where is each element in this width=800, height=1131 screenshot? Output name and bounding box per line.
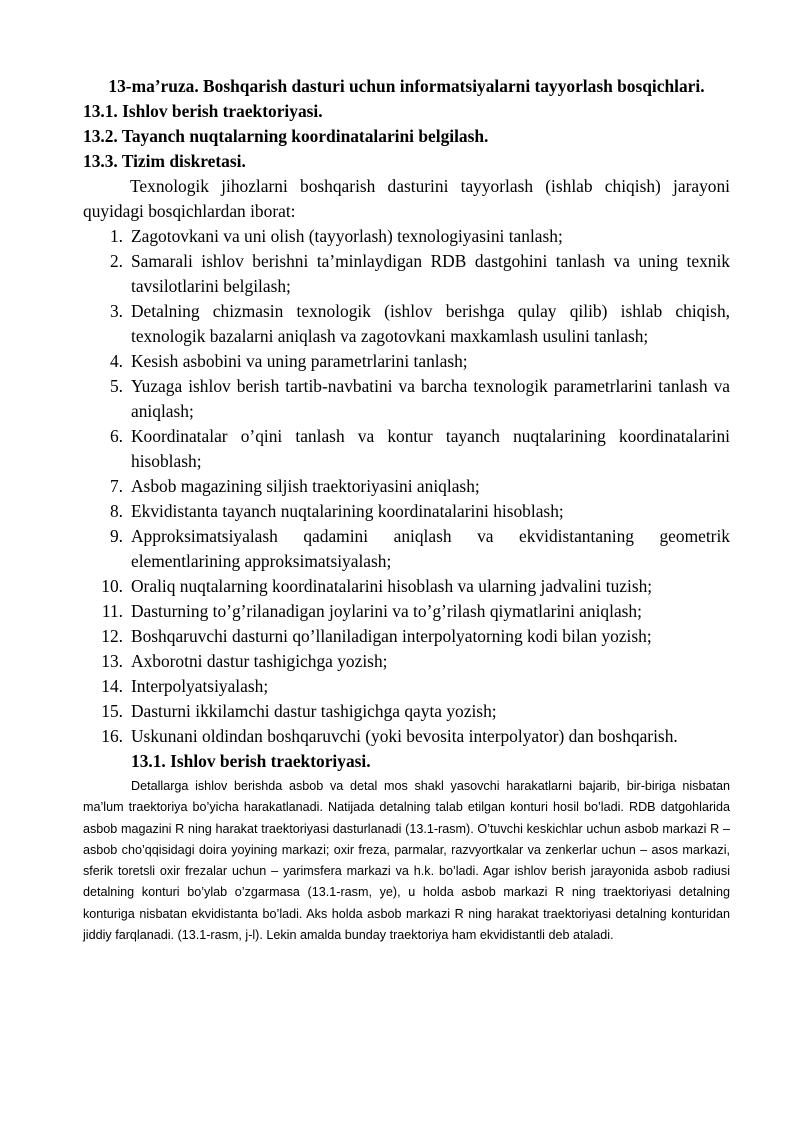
list-item [83, 624, 730, 649]
list-text: Detalning chizmasin texnologik (ishlov berishga qulay qilib) ishlab chiqish, texnologik bazalarni aniqlash va zagotovkani maxkamlash usulini tanlash; [131, 301, 730, 346]
list-text: Approksimatsiyalash qadamini aniqlash va ekvidistantaning geometrik elementlarining approksimatsiyalash; [131, 526, 730, 571]
list-text: Interpolyatsiyalash; [131, 676, 269, 696]
list-item [83, 224, 730, 249]
lecture-title: 13-ma’ruza. Boshqarish dasturi uchun informatsiyalarni tayyorlash bosqichlari. [108, 76, 705, 96]
list-number: 16. [101, 726, 123, 746]
list-text: Dasturni ikkilamchi dastur tashigichga qayta yozish; [131, 701, 497, 721]
list-item [83, 374, 730, 424]
list-number: 13. [101, 651, 123, 671]
list-text: Axborotni dastur tashigichga yozish; [131, 651, 388, 671]
list-item [83, 574, 730, 599]
list-text: Ekvidistanta tayanch nuqtalarining koordinatalarini hisoblash; [131, 501, 564, 521]
list-item [83, 699, 730, 724]
list-item [83, 424, 730, 474]
list-item [83, 474, 730, 499]
list-text: Zagotovkani va uni olish (tayyorlash) texnologiyasini tanlash; [131, 226, 563, 246]
list-text: Samarali ishlov berishni ta’minlaydigan RDB dastgohini tanlash va uning texnik tavsilotlarini belgilash; [131, 251, 730, 296]
list-item [83, 724, 730, 749]
list-number: 11. [101, 601, 123, 621]
section-heading: 13.1. Ishlov berish traektoriyasi. [131, 751, 371, 771]
list-number: 15. [101, 701, 123, 721]
list-number: 1. [109, 226, 123, 246]
list-item [83, 349, 730, 374]
list-item [83, 524, 730, 574]
steps-list [83, 224, 730, 749]
list-item [83, 599, 730, 624]
list-number: 7. [109, 476, 123, 496]
list-number: 2. [109, 251, 123, 271]
list-item [83, 649, 730, 674]
list-text: Uskunani oldindan boshqaruvchi (yoki bevosita interpolyator) dan boshqarish. [131, 726, 678, 746]
list-text: Dasturning to’g’rilanadigan joylarini va to’g’rilash qiymatlarini aniqlash; [131, 601, 642, 621]
list-text: Kesish asbobini va uning parametrlarini tanlash; [131, 351, 468, 371]
list-number: 5. [109, 376, 123, 396]
list-item [83, 674, 730, 699]
list-number: 6. [109, 426, 123, 446]
heading-13-3: 13.3. Tizim diskretasi. [83, 151, 246, 171]
list-number: 12. [101, 626, 123, 646]
list-number: 9. [109, 526, 123, 546]
list-text: Boshqaruvchi dasturni qo’llaniladigan interpolyatorning kodi bilan yozish; [131, 626, 652, 646]
list-text: Asbob magazining siljish traektoriyasini aniqlash; [131, 476, 480, 496]
list-item [83, 249, 730, 299]
list-number: 10. [101, 576, 123, 596]
intro-paragraph: Texnologik jihozlarni boshqarish dasturini tayyorlash (ishlab chiqish) jarayoni quyidagi bosqichlardan iborat: [83, 176, 730, 221]
list-number: 14. [101, 676, 123, 696]
heading-13-1: 13.1. Ishlov berish traektoriyasi. [83, 101, 323, 121]
list-text: Koordinatalar o’qini tanlash va kontur tayanch nuqtalarining koordinatalarini hisoblash; [131, 426, 730, 471]
list-item [83, 299, 730, 349]
list-number: 3. [109, 301, 123, 321]
heading-13-2: 13.2. Tayanch nuqtalarning koordinatalarini belgilash. [83, 126, 489, 146]
list-item [83, 499, 730, 524]
list-number: 8. [109, 501, 123, 521]
list-text: Yuzaga ishlov berish tartib-navbatini va barcha texnologik parametrlarini tanlash va aniqlash; [131, 376, 730, 421]
list-text: Oraliq nuqtalarning koordinatalarini hisoblash va ularning jadvalini tuzish; [131, 576, 653, 596]
list-number: 4. [109, 351, 123, 371]
section-body: Detallarga ishlov berishda asbob va detal mos shakl yasovchi harakatlarni bajarib, bir-biriga nisbatan ma’lum traektoriya bo’yicha harakatlanadi. Natijada detalning talab etilgan konturi hosil bo’ladi. RDB datgohlarida asbob magazini R ning harakat traektoriyasi dasturlanadi (13.1-rasm). O’tuvchi keskichlar uchun asbob markazi R – asbob cho’qqisidagi doira yoyining markazi; oxir freza, parmalar, razvyortkalar va zenkerlar uchun – asos markazi, sferik toretsli oxir frezalar uchun – yarimsfera markazi va h.k. bo’ladi. Agar ishlov berish jarayonida asbob radiusi detalning konturi bo’ylab o’zgarmasa (13.1-rasm, ye), u holda asbob markazi R ning traektoriyasi detalning konturiga nisbatan ekvidistanta bo’ladi. Aks holda asbob markazi R ning harakat traektoriyasi detalning konturidan jiddiy farqlanadi. (13.1-rasm, j-l). Lekin amalda bunday traektoriya ham ekvidistantli deb ataladi. [83, 779, 730, 943]
